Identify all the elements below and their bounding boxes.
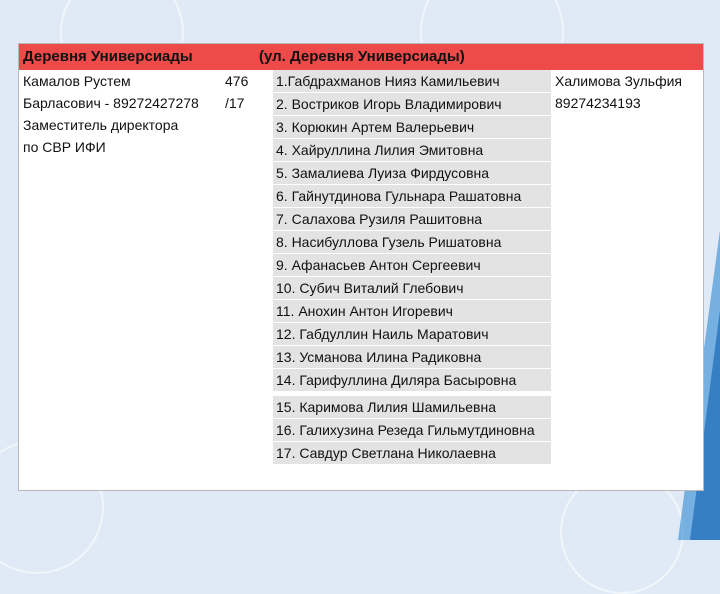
- contact-line: Барласович - 89272427278: [23, 95, 199, 111]
- list-item: 17. Савдур Светлана Николаевна: [273, 442, 551, 465]
- table-header: [19, 44, 703, 70]
- list-item: 8. Насибуллова Гузель Ришатовна: [273, 231, 551, 254]
- room-cell: [225, 70, 271, 114]
- people-list: [273, 70, 551, 465]
- room-number: /17: [225, 95, 245, 111]
- room-number: 476: [225, 73, 249, 89]
- curator-name: Халимова Зульфия: [555, 73, 683, 89]
- list-item: 5. Замалиева Луиза Фирдусовна: [273, 162, 551, 185]
- curator-cell: [555, 70, 705, 114]
- list-item: 4. Хайруллина Лилия Эмитовна: [273, 139, 551, 162]
- contact-line: Камалов Рустем: [23, 73, 131, 89]
- list-item: 7. Салахова Рузиля Рашитовна: [273, 208, 551, 231]
- list-item: 9. Афанасьев Антон Сергеевич: [273, 254, 551, 277]
- list-item: 14. Гарифуллина Диляра Басыровна: [273, 369, 551, 392]
- list-item: 13. Усманова Илина Радиковна: [273, 346, 551, 369]
- list-item: 10. Субич Виталий Глебович: [273, 277, 551, 300]
- list-item: 12. Габдуллин Наиль Маратович: [273, 323, 551, 346]
- list-item: 1.Габдрахманов Нияз Камильевич: [273, 70, 551, 93]
- list-item: 2. Востриков Игорь Владимирович: [273, 93, 551, 116]
- list-item: 6. Гайнутдинова Гульнара Рашатовна: [273, 185, 551, 208]
- header-location: Деревня Универсиады: [23, 48, 193, 65]
- assignment-table: [18, 43, 704, 491]
- list-item: 15. Каримова Лилия Шамильевна: [273, 396, 551, 419]
- header-street: (ул. Деревня Универсиады): [259, 48, 465, 65]
- list-item: 16. Галихузина Резеда Гильмутдиновна: [273, 419, 551, 442]
- list-item: 11. Анохин Антон Игоревич: [273, 300, 551, 323]
- contact-line: Заместитель директора: [23, 117, 179, 133]
- contact-cell: [23, 70, 223, 158]
- list-item: 3. Корюкин Артем Валерьевич: [273, 116, 551, 139]
- curator-phone: 89274234193: [555, 95, 641, 111]
- contact-line: по СВР ИФИ: [23, 139, 106, 155]
